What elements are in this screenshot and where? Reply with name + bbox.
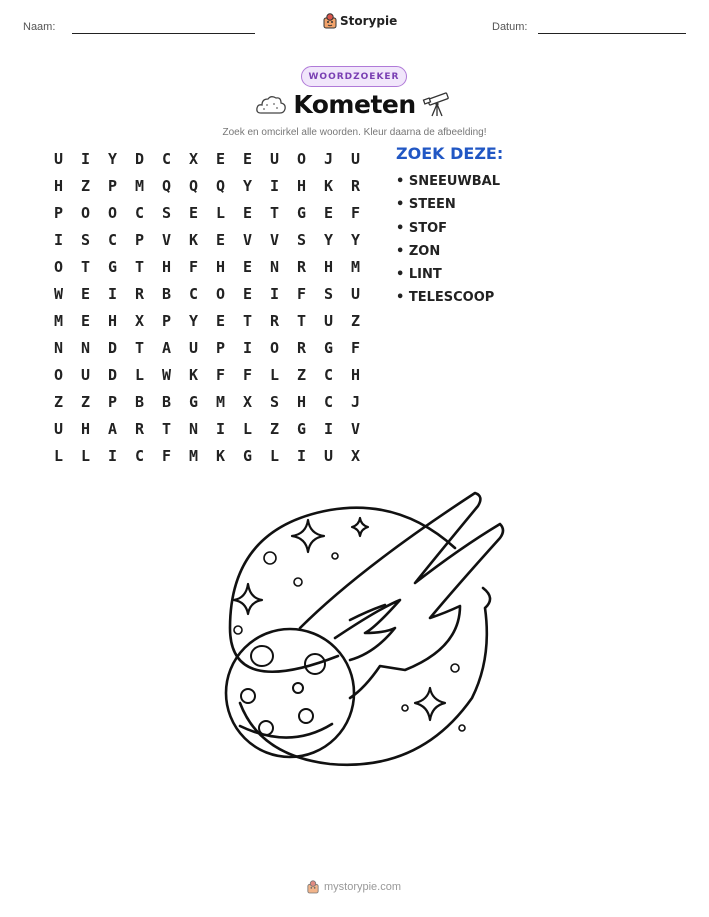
- grid-letter[interactable]: L: [215, 203, 226, 222]
- grid-letter[interactable]: Y: [350, 230, 361, 249]
- grid-letter[interactable]: D: [107, 338, 118, 357]
- word-list-item: • ZON: [396, 240, 500, 263]
- grid-letter[interactable]: I: [242, 338, 253, 357]
- grid-letter[interactable]: I: [107, 284, 118, 303]
- page-title: Kometen: [293, 90, 416, 119]
- grid-letter[interactable]: V: [242, 230, 253, 249]
- grid-letter[interactable]: R: [350, 176, 361, 195]
- word-list-item: • STOF: [396, 217, 500, 240]
- grid-letter[interactable]: S: [269, 392, 280, 411]
- sparkle-icon: [234, 584, 262, 614]
- grid-row: [45, 361, 369, 388]
- grid-letter[interactable]: O: [53, 365, 64, 384]
- grid-letter[interactable]: N: [269, 257, 280, 276]
- grid-letter[interactable]: K: [188, 230, 199, 249]
- grid-letter[interactable]: V: [161, 230, 172, 249]
- grid-letter[interactable]: M: [188, 446, 199, 465]
- grid-letter[interactable]: V: [269, 230, 280, 249]
- brand: [323, 13, 397, 29]
- grid-letter[interactable]: B: [161, 284, 172, 303]
- word-list-item: • SNEEUWBAL: [396, 170, 500, 193]
- grid-letter[interactable]: U: [350, 284, 361, 303]
- grid-letter[interactable]: Q: [215, 176, 226, 195]
- grid-row: [45, 415, 369, 442]
- date-line: [538, 33, 686, 34]
- grid-letter[interactable]: G: [323, 338, 334, 357]
- grid-letter[interactable]: U: [323, 446, 334, 465]
- grid-letter[interactable]: E: [215, 230, 226, 249]
- grid-letter[interactable]: T: [161, 419, 172, 438]
- grid-row: [45, 145, 369, 172]
- grid-letter[interactable]: C: [161, 149, 172, 168]
- grid-letter[interactable]: J: [350, 392, 361, 411]
- grid-letter[interactable]: O: [53, 257, 64, 276]
- grid-letter[interactable]: E: [80, 284, 91, 303]
- grid-letter[interactable]: M: [350, 257, 361, 276]
- grid-row: [45, 334, 369, 361]
- grid-letter[interactable]: E: [242, 284, 253, 303]
- grid-letter[interactable]: J: [323, 149, 334, 168]
- grid-letter[interactable]: M: [215, 392, 226, 411]
- word-list-item: • STEEN: [396, 193, 500, 216]
- grid-letter[interactable]: Q: [188, 176, 199, 195]
- grid-letter[interactable]: Z: [80, 392, 91, 411]
- grid-letter[interactable]: F: [350, 203, 361, 222]
- word-search-badge: WOORDZOEKER: [301, 66, 407, 87]
- grid-letter[interactable]: I: [269, 176, 280, 195]
- grid-letter[interactable]: U: [350, 149, 361, 168]
- grid-letter[interactable]: R: [134, 419, 145, 438]
- grid-letter[interactable]: Y: [107, 149, 118, 168]
- grid-letter[interactable]: S: [323, 284, 334, 303]
- grid-row: [45, 280, 369, 307]
- grid-letter[interactable]: H: [80, 419, 91, 438]
- grid-letter[interactable]: H: [350, 365, 361, 384]
- grid-row: [45, 253, 369, 280]
- comet-coloring-illustration: [200, 488, 510, 788]
- grid-letter[interactable]: P: [107, 392, 118, 411]
- grid-letter[interactable]: P: [107, 176, 118, 195]
- storypie-logo-icon: [323, 13, 337, 29]
- grid-letter[interactable]: L: [269, 446, 280, 465]
- grid-letter[interactable]: H: [161, 257, 172, 276]
- letter-grid: [45, 145, 369, 469]
- grid-letter[interactable]: Z: [53, 392, 64, 411]
- grid-letter[interactable]: T: [296, 311, 307, 330]
- grid-letter[interactable]: O: [107, 203, 118, 222]
- grid-letter[interactable]: P: [161, 311, 172, 330]
- telescope-icon: [422, 90, 452, 118]
- grid-letter[interactable]: N: [53, 338, 64, 357]
- grid-letter[interactable]: F: [188, 257, 199, 276]
- grid-letter[interactable]: U: [269, 149, 280, 168]
- grid-letter[interactable]: F: [215, 365, 226, 384]
- grid-letter[interactable]: H: [215, 257, 226, 276]
- grid-letter[interactable]: H: [53, 176, 64, 195]
- grid-letter[interactable]: I: [53, 230, 64, 249]
- grid-row: [45, 226, 369, 253]
- grid-letter[interactable]: D: [134, 149, 145, 168]
- word-list: [396, 170, 500, 310]
- grid-letter[interactable]: Y: [323, 230, 334, 249]
- grid-letter[interactable]: G: [296, 419, 307, 438]
- grid-letter[interactable]: K: [215, 446, 226, 465]
- grid-letter[interactable]: G: [242, 446, 253, 465]
- grid-letter[interactable]: W: [53, 284, 64, 303]
- grid-letter[interactable]: G: [107, 257, 118, 276]
- footer: [307, 880, 401, 894]
- grid-letter[interactable]: X: [188, 149, 199, 168]
- grid-letter[interactable]: B: [161, 392, 172, 411]
- grid-letter[interactable]: S: [80, 230, 91, 249]
- grid-letter[interactable]: Y: [242, 176, 253, 195]
- grid-letter[interactable]: X: [242, 392, 253, 411]
- grid-letter[interactable]: L: [269, 365, 280, 384]
- grid-letter[interactable]: U: [53, 149, 64, 168]
- grid-letter[interactable]: O: [296, 149, 307, 168]
- grid-letter[interactable]: L: [53, 446, 64, 465]
- grid-letter[interactable]: I: [215, 419, 226, 438]
- footer-url: mystorypie.com: [324, 881, 402, 893]
- grid-letter[interactable]: C: [107, 230, 118, 249]
- grid-letter[interactable]: T: [134, 257, 145, 276]
- grid-letter[interactable]: C: [134, 446, 145, 465]
- grid-row: [45, 442, 369, 469]
- grid-letter[interactable]: K: [323, 176, 334, 195]
- grid-letter[interactable]: R: [134, 284, 145, 303]
- grid-letter[interactable]: Z: [350, 311, 361, 330]
- grid-letter[interactable]: B: [134, 392, 145, 411]
- grid-letter[interactable]: F: [350, 338, 361, 357]
- grid-letter[interactable]: T: [269, 203, 280, 222]
- grid-letter[interactable]: P: [53, 203, 64, 222]
- grid-letter[interactable]: F: [242, 365, 253, 384]
- grid-letter[interactable]: X: [134, 311, 145, 330]
- grid-letter[interactable]: H: [107, 311, 118, 330]
- word-list-item: • TELESCOOP: [396, 286, 500, 309]
- grid-letter[interactable]: E: [242, 203, 253, 222]
- grid-letter[interactable]: T: [80, 257, 91, 276]
- grid-letter[interactable]: M: [134, 176, 145, 195]
- grid-letter[interactable]: X: [350, 446, 361, 465]
- grid-letter[interactable]: E: [215, 149, 226, 168]
- grid-letter[interactable]: C: [323, 392, 334, 411]
- grid-letter[interactable]: R: [269, 311, 280, 330]
- grid-letter[interactable]: E: [188, 203, 199, 222]
- grid-letter[interactable]: T: [134, 338, 145, 357]
- name-line: [72, 33, 255, 34]
- grid-letter[interactable]: R: [296, 257, 307, 276]
- grid-letter[interactable]: C: [188, 284, 199, 303]
- grid-letter[interactable]: F: [296, 284, 307, 303]
- grid-letter[interactable]: N: [80, 338, 91, 357]
- grid-letter[interactable]: U: [80, 365, 91, 384]
- grid-letter[interactable]: H: [323, 257, 334, 276]
- comet-tail: [300, 493, 503, 698]
- grid-letter[interactable]: E: [242, 257, 253, 276]
- grid-letter[interactable]: E: [242, 149, 253, 168]
- grid-letter[interactable]: Y: [188, 311, 199, 330]
- grid-letter[interactable]: W: [161, 365, 172, 384]
- grid-letter[interactable]: I: [80, 149, 91, 168]
- grid-letter[interactable]: U: [188, 338, 199, 357]
- word-list-item: • LINT: [396, 263, 500, 286]
- date-label: Datum:: [492, 21, 528, 33]
- grid-letter[interactable]: U: [53, 419, 64, 438]
- grid-letter[interactable]: G: [296, 203, 307, 222]
- grid-letter[interactable]: U: [323, 311, 334, 330]
- grid-letter[interactable]: Q: [161, 176, 172, 195]
- grid-letter[interactable]: I: [269, 284, 280, 303]
- grid-letter[interactable]: Z: [269, 419, 280, 438]
- grid-letter[interactable]: C: [323, 365, 334, 384]
- grid-letter[interactable]: E: [215, 311, 226, 330]
- grid-letter[interactable]: R: [296, 338, 307, 357]
- grid-letter[interactable]: A: [161, 338, 172, 357]
- grid-row: [45, 172, 369, 199]
- grid-letter[interactable]: E: [80, 311, 91, 330]
- grid-letter[interactable]: O: [215, 284, 226, 303]
- grid-letter[interactable]: I: [296, 446, 307, 465]
- grid-letter[interactable]: V: [350, 419, 361, 438]
- word-list-title: ZOEK DEZE:: [396, 144, 504, 163]
- grid-row: [45, 388, 369, 415]
- grid-letter[interactable]: H: [296, 176, 307, 195]
- grid-letter[interactable]: L: [242, 419, 253, 438]
- brand-name: Storypie: [340, 14, 398, 28]
- grid-letter[interactable]: Z: [80, 176, 91, 195]
- grid-letter[interactable]: P: [215, 338, 226, 357]
- storypie-logo-icon: [307, 880, 319, 894]
- grid-letter[interactable]: L: [80, 446, 91, 465]
- grid-letter[interactable]: N: [188, 419, 199, 438]
- grid-letter[interactable]: H: [296, 392, 307, 411]
- grid-letter[interactable]: O: [269, 338, 280, 357]
- grid-letter[interactable]: M: [53, 311, 64, 330]
- grid-letter[interactable]: Z: [296, 365, 307, 384]
- grid-letter[interactable]: I: [323, 419, 334, 438]
- sparkle-icon: [292, 520, 324, 552]
- grid-letter[interactable]: I: [107, 446, 118, 465]
- grid-letter[interactable]: L: [134, 365, 145, 384]
- grid-letter[interactable]: C: [134, 203, 145, 222]
- grid-letter[interactable]: T: [242, 311, 253, 330]
- grid-letter[interactable]: P: [134, 230, 145, 249]
- grid-letter[interactable]: A: [107, 419, 118, 438]
- grid-letter[interactable]: S: [161, 203, 172, 222]
- grid-letter[interactable]: O: [80, 203, 91, 222]
- grid-letter[interactable]: S: [296, 230, 307, 249]
- grid-letter[interactable]: E: [323, 203, 334, 222]
- name-label: Naam:: [23, 21, 56, 33]
- grid-letter[interactable]: D: [107, 365, 118, 384]
- sparkle-icon: [415, 688, 445, 720]
- instruction-text: Zoek en omcirkel alle woorden. Kleur daarna de afbeelding!: [222, 127, 487, 138]
- grid-row: [45, 307, 369, 334]
- sparkle-icon: [352, 518, 368, 536]
- grid-letter[interactable]: G: [188, 392, 199, 411]
- grid-letter[interactable]: F: [161, 446, 172, 465]
- grid-letter[interactable]: K: [188, 365, 199, 384]
- grid-row: [45, 199, 369, 226]
